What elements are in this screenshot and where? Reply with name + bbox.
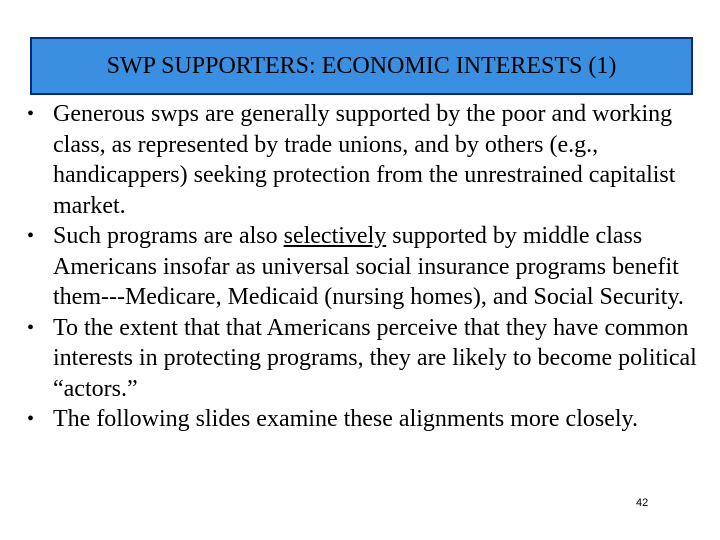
bullet-item [22,404,702,435]
bullet-text: Generous swps are generally supported by the poor and working class, as represented by trade unions, and by others (e.g., handicappers) seeking protection from the unrestrained capitalist market. [53,101,676,219]
bullet-dot-icon: • [27,408,35,430]
slide-title: SWP SUPPORTERS: ECONOMIC INTERESTS (1) [106,52,617,79]
bullet-text: The following slides examine these alignments more closely. [53,406,638,432]
bullet-emphasis: selectively [283,223,387,249]
title-banner [30,37,693,95]
bullet-dot-icon: • [27,103,35,125]
bullet-item [22,99,702,221]
bullet-dot-icon: • [27,316,35,339]
bullet-dot-icon: • [27,225,35,247]
bullet-text-after: supported by middle class Americans insofar as universal social insurance programs benefit them---Medicare, Medicaid (nursing homes), and Social Security. [53,223,684,310]
slide-number: 42 [636,497,649,509]
bullet-text-before: Such programs are also [53,223,284,249]
bullet-item [22,313,702,405]
bullet-item [22,221,702,313]
bullet-text: To the extent that that Americans perceive that they have common interests in protecting programs, they are likely to become political “actors.” [53,314,697,402]
bullet-list [22,99,702,435]
